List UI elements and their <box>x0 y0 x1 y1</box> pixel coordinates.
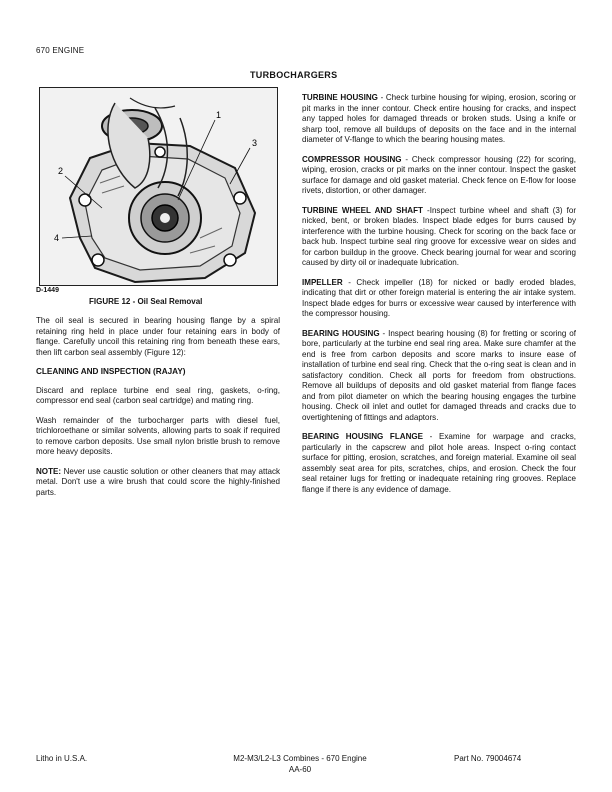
turbine-wheel-text: -Inspect turbine wheel and shaft (3) for nicked, bent, or broken blades. Inspect blade edges for burrs caused by interference with the turbine housing. Check for scoring on the back face or back hub. Inspect turbine seal ring groove for excessive wear on sides and for carbon buildup in the groove. Check bearing journal for wear and scoring caused by dirty oil or inadequate lubrication. <box>302 205 576 267</box>
footer-page-number: AA-60 <box>288 764 312 774</box>
impeller-text: - Check impeller (18) for nicked or badly eroded blades, indicating that dirt or other foreign material is entering the air intake system. Inspect blade edges for burrs or excessive wear caused by interference with the compressor housing. <box>302 277 576 318</box>
page-header: 670 ENGINE <box>36 46 85 55</box>
impeller-paragraph <box>302 278 576 320</box>
right-column <box>302 93 576 504</box>
cleaning-heading: CLEANING AND INSPECTION (RAJAY) <box>36 367 186 376</box>
oil-seal-removal-illustration <box>40 88 277 285</box>
wash-paragraph: Wash remainder of the turbocharger parts with diesel fuel, trichloroethane or similar solvents, allowing parts to soak if required to remove carbon deposits. Use small nylon bristle brush to remove more heavy deposits. <box>36 415 280 456</box>
turbine-housing-label: TURBINE HOUSING <box>302 93 378 102</box>
figure-code: D-1449 <box>36 287 59 294</box>
discard-paragraph: Discard and replace turbine end seal ring, gaskets, o-ring, compressor end seal (carbon seal cartridge) and mating ring. <box>36 385 280 405</box>
bearing-flange-text: - Examine for warpage and cracks, particularly in the capscrew and pilot hole areas. Inspect o-ring contact surface for pitting, erosion, scratches, and foreign material. Examine oil seal assembly seat area for pits, scratches, chips, and erosion. Check the four seal retainer lugs for fretting or inadequate retaining ring grooves. Replace flange if there is any evidence of damage. <box>302 432 576 494</box>
figure-callout: 3 <box>252 138 258 148</box>
bearing-housing-paragraph <box>302 329 576 424</box>
bearing-flange-label: BEARING HOUSING FLANGE <box>302 432 424 441</box>
footer-litho: Litho in U.S.A. <box>36 754 88 763</box>
section-title: TURBOCHARGERS <box>250 70 338 80</box>
left-column <box>36 316 280 507</box>
impeller-label: IMPELLER <box>302 277 343 287</box>
footer-manual-title: M2-M3/L2-L3 Combines - 670 Engine <box>233 754 367 763</box>
note-text: Never use caustic solution or other cleaners that may attack metal. Don't use a wire brush that could score the highly-finished parts. <box>36 466 280 497</box>
turbine-wheel-paragraph <box>302 206 576 269</box>
compressor-housing-label: COMPRESSOR HOUSING <box>302 154 402 164</box>
figure-callout: 2 <box>58 166 64 176</box>
compressor-housing-text: - Check compressor housing (22) for scoring, wiping, erosion, cracks or pit marks on the inner contour. Inspect the gasket surface for damage and old gasket material. Check fence on E-flow for loose rivets, distortion, or other damager. <box>302 154 576 195</box>
note-label: NOTE: <box>36 466 62 476</box>
figure-oil-seal-removal <box>39 87 278 286</box>
figure-callout: 1 <box>216 110 222 120</box>
turbine-housing-paragraph <box>302 93 576 146</box>
turbine-wheel-label: TURBINE WHEEL AND SHAFT <box>302 205 423 215</box>
turbine-housing-text: - Check turbine housing for wiping, erosion, scoring or pit marks in the inner contour. Check entire housing for cracks, and inspect any tapped holes for damaged threads or broken studs. Using a knife or sharp tool, remove all buildups of deposits on the face and in the internal diameter of V-flange to which the bearing housing mates. <box>302 93 576 144</box>
compressor-housing-paragraph <box>302 155 576 197</box>
note-paragraph <box>36 467 280 499</box>
footer-part-number: Part No. 79004674 <box>454 754 522 763</box>
footer-center <box>210 754 390 775</box>
bearing-housing-label: BEARING HOUSING <box>302 328 380 338</box>
figure-callout: 4 <box>54 233 60 243</box>
bearing-housing-text: - Inspect bearing housing (8) for fretting or scoring of bore, particularly at the turbine end seal ring area. Make sure chamfer at the end is free from carbon deposits and score marks to insure ease of installation of turbine end seal ring. Check that the o-ring seat is clean and in satisfactory condition. Check all ports for freedom from obstructions. Remove all buildups of deposits and old gasket material from flange faces and from pilot diameter on which the bearing housing engages the turbine housing. Check oil inlet and outlet for damaged threads and cracks due to overtightening of fittings and adaptors. <box>302 328 576 422</box>
intro-paragraph: The oil seal is secured in bearing housing flange by a spiral retaining ring held in place under four retaining ears in body of flange. Carefully uncoil this retaining ring from beneath these ears, then lift carbon seal assembly (Figure 12): <box>36 316 280 357</box>
figure-caption: FIGURE 12 - Oil Seal Removal <box>89 297 203 306</box>
bearing-flange-paragraph <box>302 432 576 495</box>
